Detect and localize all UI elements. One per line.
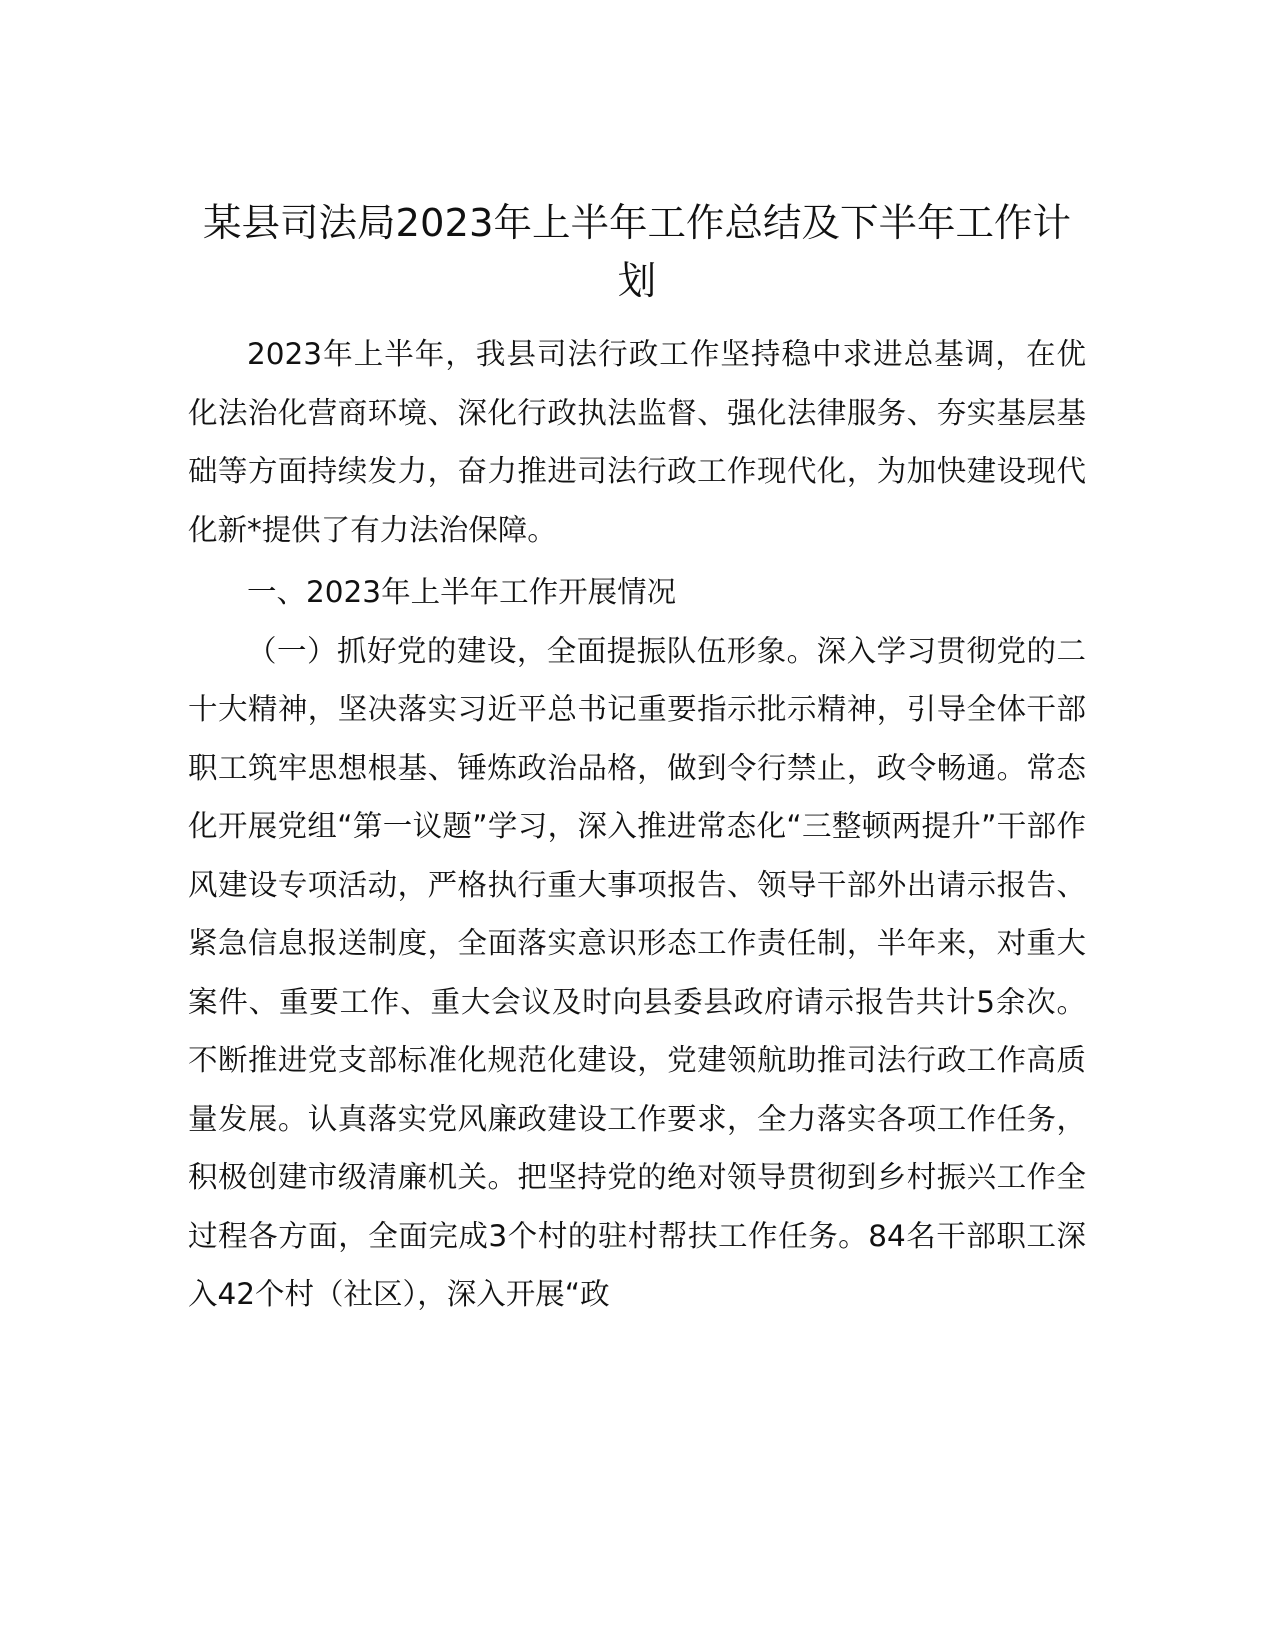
document-page xyxy=(188,195,1086,1324)
body-paragraph: （一）抓好党的建设，全面提振队伍形象。深入学习贯彻党的二十大精神，坚决落实习近平总书记重要指示批示精神，引导全体干部职工筑牢思想根基、锤炼政治品格，做到令行禁止，政令畅通。常态化开展党组“第一议题”学习，深入推进常态化“三整顿两提升”干部作风建设专项活动，严格执行重大事项报告、领导干部外出请示报告、紧急信息报送制度，全面落实意识形态工作责任制，半年来，对重大案件、重要工作、重大会议及时向县委县政府请示报告共计5余次。不断推进党支部标准化规范化建设，党建领航助推司法行政工作高质量发展。认真落实党风廉政建设工作要求，全力落实各项工作任务，积极创建市级清廉机关。把坚持党的绝对领导贯彻到乡村振兴工作全过程各方面，全面完成3个村的驻村帮扶工作任务。84名干部职工深入42个村（社区），深入开展“政 xyxy=(188,633,1086,1311)
section-heading: 一、2023年上半年工作开展情况 xyxy=(247,575,677,609)
intro-paragraph: 2023年上半年，我县司法行政工作坚持稳中求进总基调，在优化法治化营商环境、深化行政执法监督、强化法律服务、夯实基层基础等方面持续发力，奋力推进司法行政工作现代化，为加快建设现代化新*提供了有力法治保障。 xyxy=(188,337,1086,547)
document-title: 某县司法局2023年上半年工作总结及下半年工作计划 xyxy=(203,201,1071,304)
